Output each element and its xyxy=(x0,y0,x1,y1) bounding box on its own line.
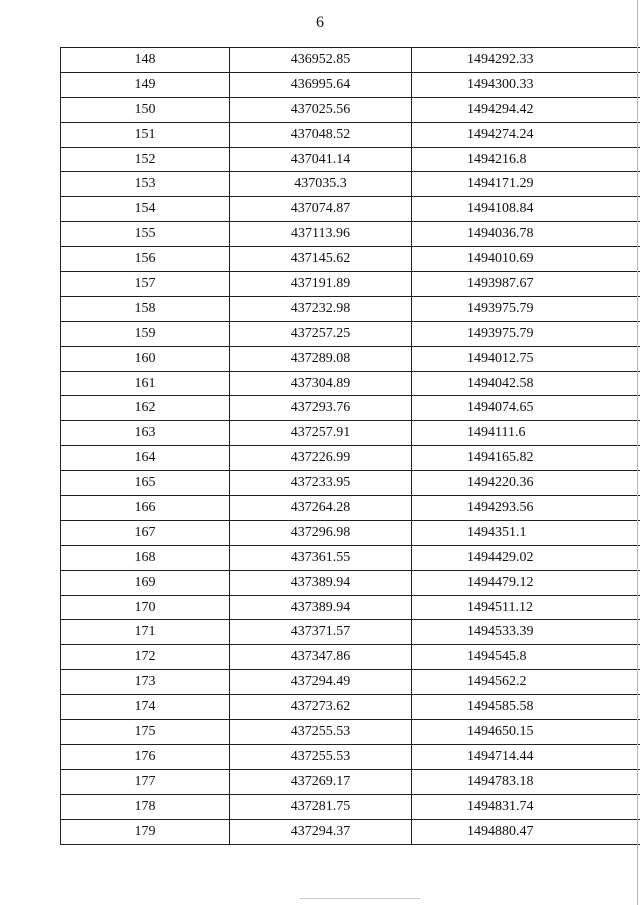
table-row xyxy=(61,819,640,844)
x-coordinate-cell: 437361.55 xyxy=(230,545,412,570)
y-coordinate-cell: 1494294.42 xyxy=(412,97,640,122)
point-number-cell: 166 xyxy=(61,496,230,521)
point-number-cell: 157 xyxy=(61,272,230,297)
point-number-cell: 151 xyxy=(61,122,230,147)
x-coordinate-cell: 436952.85 xyxy=(230,48,412,73)
y-coordinate-cell: 1494074.65 xyxy=(412,396,640,421)
table-row xyxy=(61,172,640,197)
table-row xyxy=(61,421,640,446)
y-coordinate-cell: 1494220.36 xyxy=(412,471,640,496)
point-number-cell: 173 xyxy=(61,670,230,695)
x-coordinate-cell: 437294.49 xyxy=(230,670,412,695)
point-number-cell: 172 xyxy=(61,645,230,670)
scan-edge-right xyxy=(637,0,638,905)
point-number-cell: 150 xyxy=(61,97,230,122)
y-coordinate-cell: 1494010.69 xyxy=(412,247,640,272)
y-coordinate-cell: 1494533.39 xyxy=(412,620,640,645)
x-coordinate-cell: 437389.94 xyxy=(230,570,412,595)
y-coordinate-cell: 1494880.47 xyxy=(412,819,640,844)
table-row xyxy=(61,595,640,620)
x-coordinate-cell: 437293.76 xyxy=(230,396,412,421)
table-row xyxy=(61,72,640,97)
point-number-cell: 154 xyxy=(61,197,230,222)
y-coordinate-cell: 1494171.29 xyxy=(412,172,640,197)
table-row xyxy=(61,122,640,147)
y-coordinate-cell: 1494111.6 xyxy=(412,421,640,446)
x-coordinate-cell: 437304.89 xyxy=(230,371,412,396)
y-coordinate-cell: 1494351.1 xyxy=(412,520,640,545)
y-coordinate-cell: 1494429.02 xyxy=(412,545,640,570)
y-coordinate-cell: 1494012.75 xyxy=(412,346,640,371)
y-coordinate-cell: 1494831.74 xyxy=(412,794,640,819)
scan-edge-bottom xyxy=(300,898,420,899)
point-number-cell: 149 xyxy=(61,72,230,97)
table-row xyxy=(61,520,640,545)
x-coordinate-cell: 437226.99 xyxy=(230,446,412,471)
y-coordinate-cell: 1494036.78 xyxy=(412,222,640,247)
table-row xyxy=(61,48,640,73)
x-coordinate-cell: 437257.91 xyxy=(230,421,412,446)
page-number: 6 xyxy=(316,14,324,31)
y-coordinate-cell: 1494274.24 xyxy=(412,122,640,147)
y-coordinate-cell: 1494479.12 xyxy=(412,570,640,595)
x-coordinate-cell: 437347.86 xyxy=(230,645,412,670)
table-row xyxy=(61,471,640,496)
y-coordinate-cell: 1493975.79 xyxy=(412,321,640,346)
y-coordinate-cell: 1494650.15 xyxy=(412,720,640,745)
table-row xyxy=(61,620,640,645)
x-coordinate-cell: 437296.98 xyxy=(230,520,412,545)
x-coordinate-cell: 437255.53 xyxy=(230,720,412,745)
y-coordinate-cell: 1493987.67 xyxy=(412,272,640,297)
point-number-cell: 171 xyxy=(61,620,230,645)
x-coordinate-cell: 437191.89 xyxy=(230,272,412,297)
table-row xyxy=(61,695,640,720)
y-coordinate-cell: 1494292.33 xyxy=(412,48,640,73)
x-coordinate-cell: 437035.3 xyxy=(230,172,412,197)
table-row xyxy=(61,570,640,595)
point-number-cell: 169 xyxy=(61,570,230,595)
table-row xyxy=(61,670,640,695)
point-number-cell: 148 xyxy=(61,48,230,73)
y-coordinate-cell: 1494511.12 xyxy=(412,595,640,620)
point-number-cell: 177 xyxy=(61,769,230,794)
y-coordinate-cell: 1494108.84 xyxy=(412,197,640,222)
x-coordinate-cell: 437371.57 xyxy=(230,620,412,645)
x-coordinate-cell: 437074.87 xyxy=(230,197,412,222)
point-number-cell: 163 xyxy=(61,421,230,446)
table-row xyxy=(61,321,640,346)
table-row xyxy=(61,496,640,521)
x-coordinate-cell: 437281.75 xyxy=(230,794,412,819)
point-number-cell: 165 xyxy=(61,471,230,496)
point-number-cell: 161 xyxy=(61,371,230,396)
point-number-cell: 174 xyxy=(61,695,230,720)
table-row xyxy=(61,645,640,670)
table-row xyxy=(61,396,640,421)
point-number-cell: 175 xyxy=(61,720,230,745)
x-coordinate-cell: 437232.98 xyxy=(230,296,412,321)
x-coordinate-cell: 437048.52 xyxy=(230,122,412,147)
table-row xyxy=(61,794,640,819)
point-number-cell: 153 xyxy=(61,172,230,197)
y-coordinate-cell: 1494585.58 xyxy=(412,695,640,720)
point-number-cell: 158 xyxy=(61,296,230,321)
y-coordinate-cell: 1494293.56 xyxy=(412,496,640,521)
x-coordinate-cell: 437294.37 xyxy=(230,819,412,844)
table-row xyxy=(61,769,640,794)
x-coordinate-cell: 437255.53 xyxy=(230,744,412,769)
table-row xyxy=(61,222,640,247)
table-row xyxy=(61,446,640,471)
point-number-cell: 160 xyxy=(61,346,230,371)
table-row xyxy=(61,720,640,745)
point-number-cell: 164 xyxy=(61,446,230,471)
table-row xyxy=(61,147,640,172)
x-coordinate-cell: 437145.62 xyxy=(230,247,412,272)
y-coordinate-cell: 1494545.8 xyxy=(412,645,640,670)
point-number-cell: 176 xyxy=(61,744,230,769)
y-coordinate-cell: 1493975.79 xyxy=(412,296,640,321)
point-number-cell: 179 xyxy=(61,819,230,844)
x-coordinate-cell: 437025.56 xyxy=(230,97,412,122)
y-coordinate-cell: 1494042.58 xyxy=(412,371,640,396)
point-number-cell: 155 xyxy=(61,222,230,247)
x-coordinate-cell: 437269.17 xyxy=(230,769,412,794)
point-number-cell: 167 xyxy=(61,520,230,545)
x-coordinate-cell: 437273.62 xyxy=(230,695,412,720)
x-coordinate-cell: 437257.25 xyxy=(230,321,412,346)
table-row xyxy=(61,97,640,122)
point-number-cell: 152 xyxy=(61,147,230,172)
table-row xyxy=(61,744,640,769)
x-coordinate-cell: 437041.14 xyxy=(230,147,412,172)
point-number-cell: 168 xyxy=(61,545,230,570)
x-coordinate-cell: 437289.08 xyxy=(230,346,412,371)
x-coordinate-cell: 437264.28 xyxy=(230,496,412,521)
point-number-cell: 156 xyxy=(61,247,230,272)
y-coordinate-cell: 1494300.33 xyxy=(412,72,640,97)
x-coordinate-cell: 437389.94 xyxy=(230,595,412,620)
x-coordinate-cell: 437113.96 xyxy=(230,222,412,247)
coordinates-table xyxy=(60,47,640,845)
table-row xyxy=(61,272,640,297)
coordinates-table-body xyxy=(61,48,640,845)
y-coordinate-cell: 1494783.18 xyxy=(412,769,640,794)
x-coordinate-cell: 437233.95 xyxy=(230,471,412,496)
table-row xyxy=(61,545,640,570)
point-number-cell: 162 xyxy=(61,396,230,421)
y-coordinate-cell: 1494216.8 xyxy=(412,147,640,172)
table-row xyxy=(61,296,640,321)
table-row xyxy=(61,197,640,222)
point-number-cell: 159 xyxy=(61,321,230,346)
y-coordinate-cell: 1494562.2 xyxy=(412,670,640,695)
y-coordinate-cell: 1494165.82 xyxy=(412,446,640,471)
point-number-cell: 178 xyxy=(61,794,230,819)
table-row xyxy=(61,371,640,396)
table-row xyxy=(61,346,640,371)
table-row xyxy=(61,247,640,272)
x-coordinate-cell: 436995.64 xyxy=(230,72,412,97)
point-number-cell: 170 xyxy=(61,595,230,620)
y-coordinate-cell: 1494714.44 xyxy=(412,744,640,769)
